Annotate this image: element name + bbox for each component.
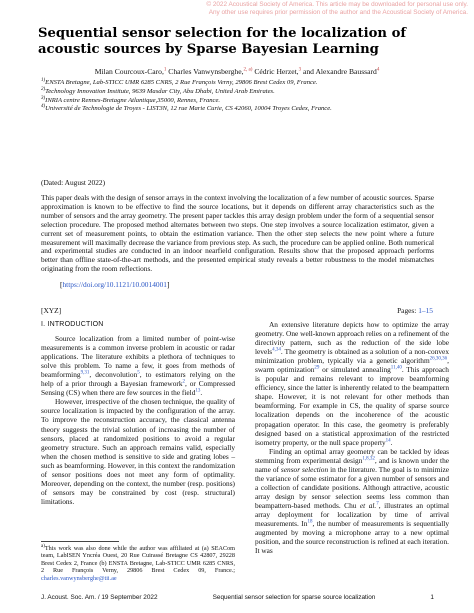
pacs-codes: [XYZ] <box>41 306 62 315</box>
citation-link[interactable]: 9,31 <box>80 370 90 376</box>
paragraph: An extensive literature depicts how to optimize the array geometry. One well-known approach relies on a refinement of the directivity pattern, such as the reduction of the side lobe levels$^{4,34}$. The geometry is obtained as a solution of a non-convex minimization problem, typically via a genetic algorithm$^{26,30,36}$, swarm optimization$^{29}$ or simulated annealing$^{11,40}$. This approach is popular and remains relevant to improve beamforming efficiency, since the latter is inherently related to the beampattern shape. However, it is not relevant for other methods than beamforming. For example in CS, the quality of sparse source localization depends on the incoherence of the acoustic propagation operator. In this case, the geometry is preferably designed based on a statistical approximation of the restricted isometry property, or the null space property$^{14}$. <box>255 320 449 447</box>
page-range-link[interactable]: 1–15 <box>418 306 433 315</box>
affiliation-list <box>41 79 441 114</box>
section-heading: I. INTRODUCTION <box>41 321 104 328</box>
citation-link[interactable]: 2 <box>182 379 186 385</box>
citation-link[interactable]: 7 <box>376 501 379 507</box>
author-affil-sup[interactable]: 1 <box>163 67 167 73</box>
journal-date: J. Acoust. Soc. Am. / 19 September 2022 <box>41 594 158 601</box>
author-name: Milan Courcoux-Caro, <box>94 67 164 76</box>
citation-link[interactable]: 1,8,32 <box>362 456 375 462</box>
page-number: 1 <box>430 594 434 601</box>
citation-link[interactable]: 14 <box>385 438 391 444</box>
footnote: $^{a)}$This work was also done while the author was affiliated at (a) SEACom team, LabISEN Yncréa Ouest, 20 Rue Cuirassé Bretagne CS 42807, 29228 Brest Cedex 2, France (b) ENSTA Bretagne, Lab-STICC UMR 6285 CNRS, 2 Rue François Verny, 29806 Brest Cedex 09, France.; charles.vanwynsberghe@tii.ae <box>41 543 235 582</box>
watermark-line-2: Any other use requires prior permission of the author and the Acoustical Society of America. <box>208 8 468 16</box>
abstract: This paper deals with the design of sensor arrays in the context involving the localization of a few number of acoustic sources. Sparse approximation is known to be effective to find the source locations, but it depends on different array characteristics such as the number of sensors and the array geometry. The present paper tackles this array design problem under the form of a sequential sensor selection procedure. The proposed method alternates between two steps. One step involves a source localization estimator, given a current set of measurement points, to obtain the estimation variance. Then the other step selects the new point where a future measurement will maximally decrease the variance from previous step. As such, the procedure can be applied online. Both numerical and experimental studies are conducted in an indoor nearfield configuration. Results show that the proposed approach performs better than offline state-of-the-art methods, and the presented empirical study reveals a better robustness to the model mismatches originating from the room reflections. <box>41 193 434 274</box>
citation-link[interactable]: 4,34 <box>272 347 281 353</box>
author-name: Charles Vanwynsberghe, <box>168 67 244 76</box>
author-list <box>0 67 474 77</box>
affiliation-item: $^{3)}$INRIA centre Rennes-Bretagne Atlantique,35000, Rennes, France. <box>41 95 221 104</box>
author-affil-sup[interactable]: 3 <box>298 67 302 73</box>
email-link[interactable]: charles.vanwynsberghe@tii.ae <box>41 574 117 582</box>
author-name: and Alexandre Baussard <box>303 67 377 76</box>
page-footer <box>41 594 434 601</box>
citation-link[interactable]: 5 <box>137 370 140 376</box>
citation-link[interactable]: 26,30,36 <box>429 356 448 362</box>
paragraph: Source localization from a limited number of point-wise measurements is a common inverse problem in acoustic or radar applications. The literature exhibits a plethora of techniques to solve this problem. To name a few, it goes from methods of beamforming$^{9,31}$, deconvolution$^5$, to estimators relying on the help of a prior through a Bayesian framework$^2$, or Compressed Sensing (CS) when there are few sources in the field$^{13}$. <box>41 334 236 398</box>
paragraph: Finding an optimal array geometry can be tackled by ideas stemming from experimental design$^{1,8,32}$, and is known under the name of sensor selection in the literature. The goal is to minimize the variance of some estimator for a given number of sensors and a collection of candidate positions. Although attractive, acoustic array design by sensor selection seems less common than beampattern-based methods. Chu et al.$^7$, illustrates an optimal array deployment for localization by time of arrival measurements. In$^{18}$, the number of measurements is sequentially augmented by moving a microphone array to a new optimal position, and the source reconstruction is refined at each iteration. It was <box>255 446 450 556</box>
affiliation-item: $^{2)}$Technology Innovation Institute, 9639 Masdar City, Abu Dhabi, United Arab Emirates. <box>41 86 275 95</box>
left-column <box>41 320 235 506</box>
citation-link[interactable]: 18 <box>307 519 313 525</box>
citation-link[interactable]: 29 <box>314 365 320 371</box>
author-name: Cédric Herzet, <box>254 67 299 76</box>
citation-link[interactable]: 11,40 <box>390 365 402 371</box>
right-column <box>255 320 449 555</box>
footnote-divider <box>41 541 119 542</box>
watermark-line-1: © 2022 Acoustical Society of America. This article may be downloaded for personal use only. <box>206 1 468 8</box>
affiliation-item: $^{4)}$Université de Technologie de Troyes - LIST3N, 12 rue Marie Curie, CS 42060, 10004 Troyes Cedex, France. <box>41 104 332 113</box>
author-affil-sup[interactable]: 2, a) <box>243 67 253 73</box>
paper-title: Sequential sensor selection for the localization of acoustic sources by Sparse Bayesian Learning <box>38 26 407 57</box>
doi-link[interactable]: https://doi.org/10.1121/10.0014001 <box>62 280 167 289</box>
paragraph: However, irrespective of the chosen technique, the quality of source localization is impacted by the configuration of the array. To improve the reconstruction accuracy, the classical antenna theory suggests the trivial solution of increasing the number of sensors, placed at randomized positions to avoid a regular geometry structure. Such an approach remains valid, especially when the chosen method is sensitive to side and grating lobes – such as beamforming. However, in this context the randomization of sensor positions does not meet any form of optimality. Moreover, depending on the context, the number (resp. positions) of sensors may be constrained by cost (resp. structural) limitations. <box>41 397 235 506</box>
affiliation-item: $^{1)}$ENSTA Bretagne, Lab-STICC UMR 6285 CNRS, 2 Rue François Verny, 29806 Brest Cedex 09, France. <box>41 77 318 86</box>
running-title: Sequential sensor selection for sparse source localization <box>212 594 376 601</box>
author-affil-sup[interactable]: 4 <box>376 67 380 73</box>
page-range: Pages: 1–15 <box>397 306 433 315</box>
citation-link[interactable]: 13 <box>195 388 201 394</box>
doi-line: [https://doi.org/10.1121/10.0014001] <box>60 280 170 289</box>
copyright-watermark <box>0 1 474 16</box>
date-line: (Dated: August 2022) <box>41 178 106 187</box>
